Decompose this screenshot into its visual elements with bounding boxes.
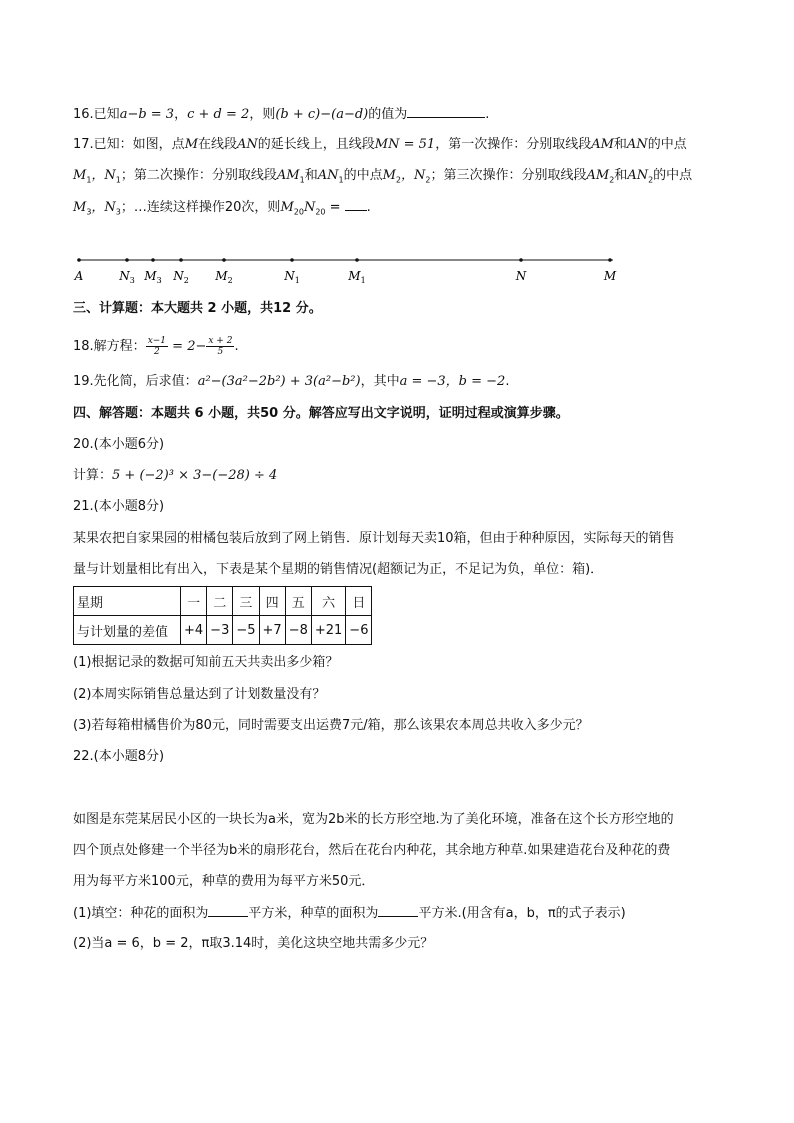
- table-cell: −5: [233, 616, 259, 645]
- question-17-line-3: $M_3$，$N_3$；…连续这样操作20次，则$M_{20}N_{20}$ = .: [73, 200, 371, 217]
- question-21-sub-2: (2)本周实际销售总量达到了计划数量没有？: [73, 687, 326, 702]
- point-label: $M_3$: [144, 269, 162, 285]
- question-22-paragraph-3: 用为每平方米100元，种草的费用为每平方米50元．: [73, 874, 375, 889]
- table-cell: 与计划量的差值: [74, 616, 181, 645]
- question-17-line-1: 17.已知：如图，点M在线段AN的延长线上，且线段MN = 51，第一次操作：分别取线段AM和AN的中点: [73, 137, 687, 152]
- question-21-sub-1: (1)根据记录的数据可知前五天共卖出多少箱？: [73, 655, 339, 670]
- point-label: M: [603, 269, 617, 283]
- table-cell: 一: [181, 587, 207, 616]
- answer-blank[interactable]: [208, 904, 248, 917]
- question-17-line-2: $M_1$，$N_1$；第二次操作：分别取线段$AM_1$和$AN_1$的中点$M_2$，$N_2$；第三次操作：分别取线段$AM_2$和$AN_2$的中点: [73, 168, 693, 185]
- point-marker: [519, 258, 523, 262]
- question-18: 18.解方程： $\frac{x-1}{2}$ = 2− $\frac{x + 2}{5}$ .: [73, 336, 239, 357]
- table-cell: +7: [259, 616, 285, 645]
- point-marker: [608, 258, 612, 262]
- question-20-title: 20.(本小题6分): [73, 437, 165, 452]
- table-cell: +4: [181, 616, 207, 645]
- answer-blank[interactable]: [378, 904, 418, 917]
- section-3-heading: 三、计算题：本大题共 2 小题，共12 分。: [73, 301, 322, 316]
- number-line-figure: [73, 250, 633, 290]
- table-header-row: [74, 587, 372, 616]
- point-marker: [355, 258, 359, 262]
- point-marker: [77, 258, 81, 262]
- question-22-sub-2: (2)当a = 6，b = 2，π取3.14时，美化这块空地共需多少元？: [73, 936, 434, 951]
- table-cell: 三: [233, 587, 259, 616]
- table-cell: 星期: [74, 587, 181, 616]
- point-marker: [222, 258, 226, 262]
- point-marker: [179, 258, 183, 262]
- question-20-body: 计算：5 + (−2)³ × 3−(−28) ÷ 4: [73, 468, 278, 483]
- answer-blank[interactable]: [407, 105, 485, 118]
- question-22-paragraph-2: 四个顶点处修建一个半径为b米的扇形花台，然后在花台内种花，其余地方种草.如果建造花台及种花的费: [73, 843, 671, 858]
- point-marker: [125, 258, 129, 262]
- question-21-sub-3: (3)若每箱柑橘售价为80元，同时需要支出运费7元/箱，那么该果农本周总共收入多少元？: [73, 718, 589, 733]
- table-cell: 六: [311, 587, 345, 616]
- sales-table: [73, 586, 372, 645]
- point-label: $M_1$: [348, 269, 366, 285]
- point-marker: [151, 258, 155, 262]
- table-cell: −6: [346, 616, 372, 645]
- point-label: N: [515, 269, 527, 283]
- question-22-title: 22.(本小题8分): [73, 749, 165, 764]
- point-label: $N_2$: [173, 269, 189, 285]
- table-cell: +21: [311, 616, 345, 645]
- point-label: $M_2$: [215, 269, 233, 285]
- question-21-title: 21.(本小题8分): [73, 499, 165, 514]
- table-cell: 二: [207, 587, 233, 616]
- question-19: 19.先化简，后求值：a²−(3a²−2b²) + 3(a²−b²)，其中a = −3，b = −2.: [73, 374, 510, 389]
- table-cell: 四: [259, 587, 285, 616]
- point-label: $N_1$: [284, 269, 300, 285]
- answer-blank[interactable]: [345, 198, 367, 211]
- question-21-paragraph-2: 量与计划量相比有出入，下表是某个星期的销售情况(超额记为正，不足记为负，单位：箱)．: [73, 562, 604, 577]
- fraction-2: $\frac{x + 2}{5}$: [208, 336, 233, 357]
- point-label: A: [74, 269, 84, 283]
- table-cell: −3: [207, 616, 233, 645]
- table-cell: −8: [285, 616, 311, 645]
- table-cell: 日: [346, 587, 372, 616]
- table-row: [74, 616, 372, 645]
- question-22-sub-1: (1)填空：种花的面积为 平方米，种草的面积为 平方米.(用含有a，b，π的式子表示): [73, 906, 626, 921]
- fraction-1: $\frac{x-1}{2}$: [147, 336, 167, 357]
- section-4-heading: 四、解答题：本题共 6 小题，共50 分。解答应写出文字说明，证明过程或演算步骤。: [73, 406, 569, 421]
- point-marker: [290, 258, 294, 262]
- question-16: 16.已知a−b = 3，c + d = 2，则(b + c)−(a−d)的值为 .: [73, 107, 490, 122]
- question-22-paragraph-1: 如图是东莞某居民小区的一块长为a米，宽为2b米的长方形空地.为了美化环境，准备在这个长方形空地的: [73, 812, 674, 827]
- question-21-paragraph-1: 某果农把自家果园的柑橘包装后放到了网上销售．原计划每天卖10箱，但由于种种原因，实际每天的销售: [73, 531, 675, 546]
- table-cell: 五: [285, 587, 311, 616]
- point-label: $N_3$: [119, 269, 135, 285]
